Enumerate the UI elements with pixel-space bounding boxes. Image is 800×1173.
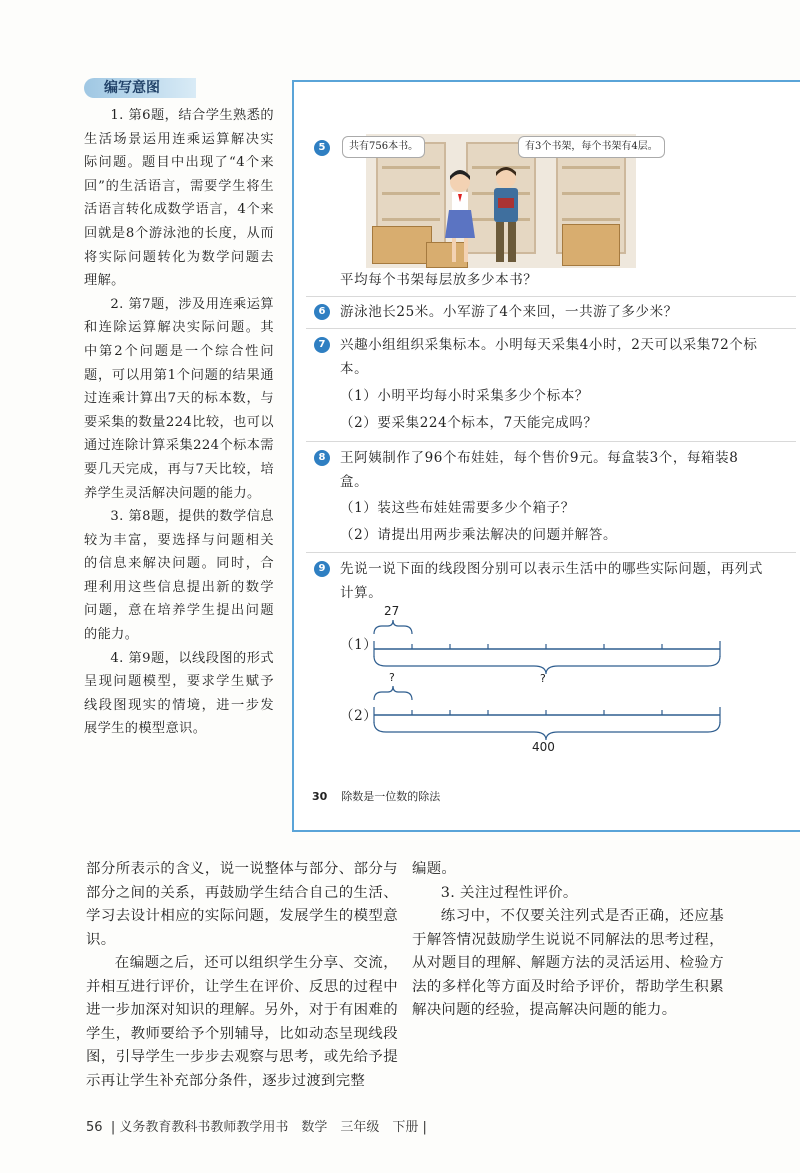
question-number-7: 7 [314, 337, 330, 353]
textbook-page-number: 30 [312, 790, 328, 803]
diagram-2-segment [374, 707, 720, 723]
intent-text [84, 104, 274, 741]
line-segment-diagrams [294, 82, 800, 832]
textbook-page [292, 80, 800, 832]
diagram-1-bottom-value: ? [540, 672, 546, 685]
question-8-sub1: （1）装这些布娃娃需要多少个箱子？ [340, 500, 575, 516]
intent-paragraph: 2. 第7题，涉及用连乘运算和连除运算解决实际问题。其中第2个问题是一个综合性问题，可以用第1个问题的结果通过连乘计算出7天的标本数，与要采集的数量224比较，也可以通过连除计算采集224个标本需要几天完成，再与7天比较，培养学生灵活解决问题的能力。 [84, 296, 274, 501]
diagram-2-bottom-brace [374, 722, 720, 740]
body-paragraph: 练习中，不仅要关注列式是否正确，还应基于解答情况鼓励学生说说不同解法的思考过程，从对题目的理解、解题方法的灵活运用、检验方法的多样化等方面及时给予评价，帮助学生积累解决问题的经验，提高解决问题的能力。 [412, 908, 724, 1018]
diagram-2-bottom-value: 400 [532, 740, 555, 754]
diagram-2-top-brace [374, 686, 412, 700]
body-paragraph: 部分所表示的含义，说一说整体与部分、部分与部分之间的关系，再鼓励学生结合自己的生活、学习去设计相应的实际问题，发展学生的模型意识。 [86, 861, 398, 948]
intent-paragraph: 4. 第9题，以线段图的形式呈现问题模型，要求学生赋予线段图现实的情境，进一步发展学生的模型意识。 [84, 650, 274, 737]
question-6-text: 游泳池长25米。小军游了4个来回，一共游了多少米？ [340, 304, 678, 320]
body-paragraph: 在编题之后，还可以组织学生分享、交流，并相互进行评价，让学生在评价、反思的过程中进一步加深对知识的理解。另外，对于有困难的学生，教师要给予个别辅导，比如动态呈现线段图，引导学生一步步去观察与思考，或先给予提示再让学生补充部分条件，逐步过渡到完整 [86, 955, 398, 1089]
question-7-sub1: （1）小明平均每小时采集多少个标本？ [340, 388, 589, 404]
book-title: | 义务教育教科书教师教学用书 数学 三年级 下册 | [110, 1120, 427, 1135]
intent-paragraph: 3. 第8题，提供的数学信息较为丰富，要选择与问题相关的信息来解决问题。同时，合理利用这些信息提出新的数学问题，意在培养学生提出问题的能力。 [84, 509, 274, 643]
question-8-sub2: （2）请提出用两步乘法解决的问题并解答。 [340, 527, 618, 543]
question-9-text: 先说一说下面的线段图分别可以表示生活中的哪些实际问题，再列式计算。 [340, 561, 763, 601]
section-tag: 编写意图 [84, 78, 196, 98]
speech-bubble-girl: 共有756本书。 [342, 136, 425, 158]
question-7-sub2: （2）要采集224个标本，7天能完成吗？ [340, 415, 598, 431]
body-paragraph: 编题。 [412, 861, 457, 877]
question-8-text: 王阿姨制作了96个布娃娃，每个售价9元。每盒装3个，每箱装8盒。 [340, 450, 739, 490]
question-number-6: 6 [314, 304, 330, 320]
diagram-1-top-brace [374, 620, 412, 634]
textbook-chapter-title: 除数是一位数的除法 [341, 790, 441, 803]
body-text-left [86, 858, 398, 1093]
diagram-2-label: （2） [340, 708, 378, 724]
diagram-1-bottom-brace [374, 656, 720, 674]
diagram-1-top-value: 27 [384, 604, 400, 618]
section-heading: 3. 关注过程性评价。 [440, 884, 578, 901]
diagram-1-segment [374, 641, 720, 657]
question-number-9: 9 [314, 561, 330, 577]
diagram-2-top-value: ? [389, 671, 395, 684]
question-5-text: 平均每个书架每层放多少本书？ [340, 272, 538, 288]
question-number-5: 5 [314, 140, 330, 156]
speech-bubble-boy: 有3个书架，每个书架有4层。 [518, 136, 665, 158]
body-text-right [412, 858, 724, 1023]
page-footer [86, 1116, 427, 1135]
textbook-footer [312, 788, 440, 804]
question-number-8: 8 [314, 450, 330, 466]
intent-paragraph: 1. 第6题，结合学生熟悉的生活场景运用连乘运算解决实际问题。题目中出现了“4个来回”的生活语言，需要学生将生活语言转化成数学语言，4个来回就是8个游泳池的长度，从而将实际问题转化为数学问题去理解。 [84, 108, 274, 289]
diagram-1-label: （1） [340, 637, 378, 653]
question-7-text: 兴趣小组组织采集标本。小明每天采集4小时，2天可以采集72个标本。 [340, 337, 758, 377]
page-number: 56 [86, 1120, 103, 1135]
